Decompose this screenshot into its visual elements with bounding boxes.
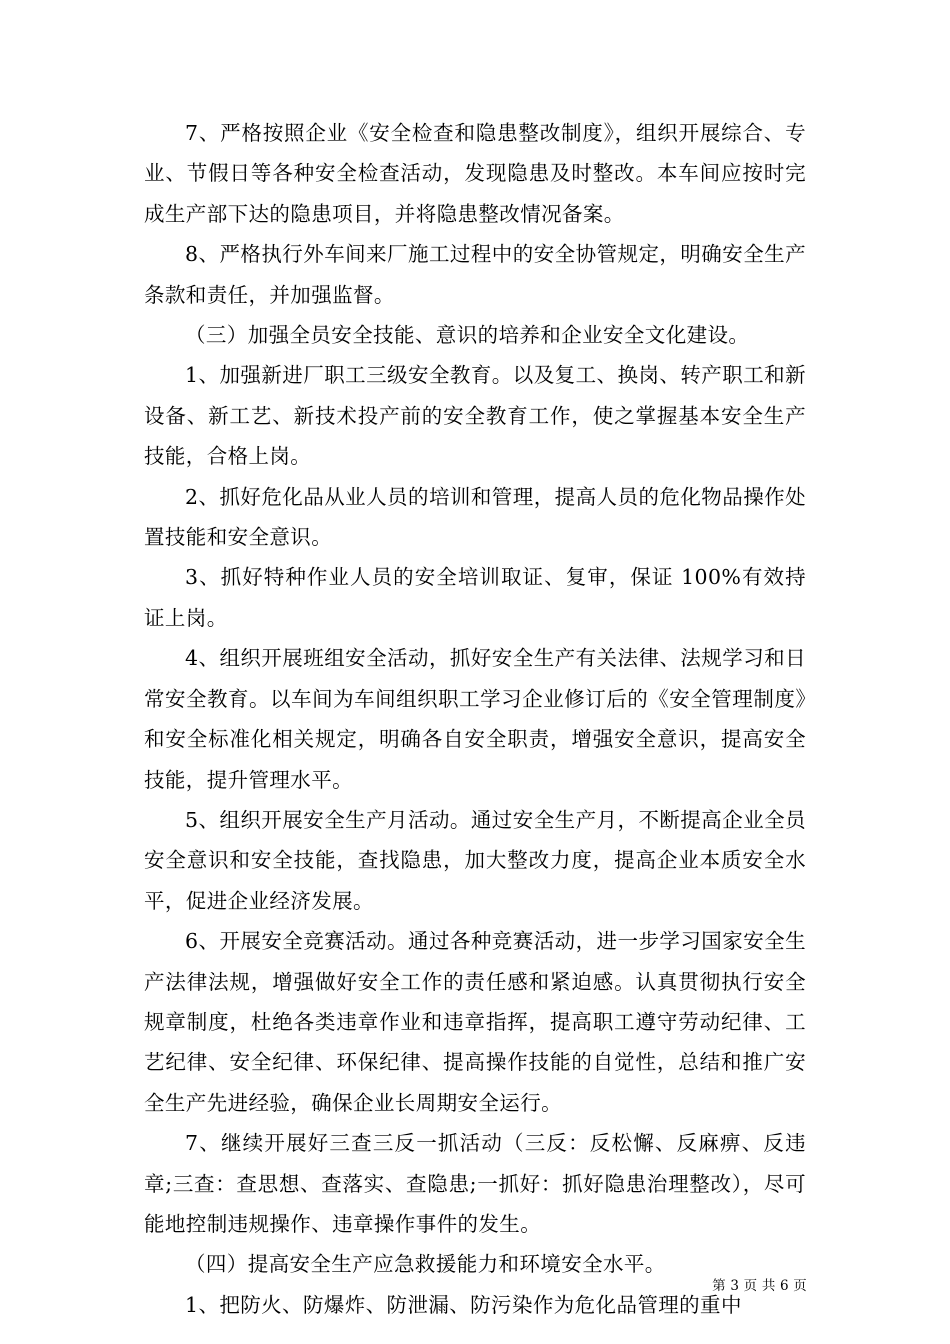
section-heading-3: （三）加强全员安全技能、意识的培养和企业安全文化建设。 xyxy=(185,323,750,348)
document-body xyxy=(144,113,806,1325)
paragraph-item-5-safety-month: 5、组织开展安全生产月活动。通过安全生产月，不断提高企业全员安全意识和安全技能，查找隐患，加大整改力度，提高企业本质安全水平，促进企业经济发展。 xyxy=(144,807,806,913)
paragraph-item-1-training: 1、加强新进厂职工三级安全教育。以及复工、换岗、转产职工和新设备、新工艺、新技术投产前的安全教育工作，使之掌握基本安全生产技能，合格上岗。 xyxy=(144,363,806,469)
paragraph-item-6-competition: 6、开展安全竞赛活动。通过各种竞赛活动，进一步学习国家安全生产法律法规，增强做好安全工作的责任感和紧迫感。认真贯彻执行安全规章制度，杜绝各类违章作业和违章指挥，提高职工遵守劳动纪律、工艺纪律、安全纪律、环保纪律、提高操作技能的自觉性，总结和推广安全生产先进经验，确保企业长周期安全运行。 xyxy=(144,929,806,1115)
page-number: 第 3 页 共 6 页 xyxy=(712,1278,807,1294)
paragraph-item-3-certification: 3、抓好特种作业人员的安全培训取证、复审，保证 100%有效持证上岗。 xyxy=(144,565,806,630)
section-heading-4: （四）提高安全生产应急救援能力和环境安全水平。 xyxy=(185,1252,666,1277)
paragraph-item-7-inspection: 7、严格按照企业《安全检查和隐患整改制度》，组织开展综合、专业、节假日等各种安全检查活动，发现隐患及时整改。本车间应按时完成生产部下达的隐患项目，并将隐患整改情况备案。 xyxy=(144,121,806,226)
paragraph-item-8-contractor: 8、严格执行外车间来厂施工过程中的安全协管规定，明确安全生产条款和责任，并加强监督。 xyxy=(144,242,806,307)
paragraph-item-4-team-activities: 4、组织开展班组安全活动，抓好安全生产有关法律、法规学习和日常安全教育。以车间为车间组织职工学习企业修订后的《安全管理制度》和安全标准化相关规定，明确各自安全职责，增强安全意识，提高安全技能，提升管理水平。 xyxy=(144,646,806,792)
paragraph-item-7-campaign: 7、继续开展好三查三反一抓活动（三反：反松懈、反麻痹、反违章;三查：查思想、查落实、查隐患;一抓好：抓好隐患治理整改），尽可能地控制违规操作、违章操作事件的发生。 xyxy=(144,1131,806,1236)
paragraph-item-2-hazmat: 2、抓好危化品从业人员的培训和管理，提高人员的危化物品操作处置技能和安全意识。 xyxy=(144,484,806,550)
paragraph-item-1-prevention: 1、把防火、防爆炸、防泄漏、防污染作为危化品管理的重中 xyxy=(185,1292,742,1317)
